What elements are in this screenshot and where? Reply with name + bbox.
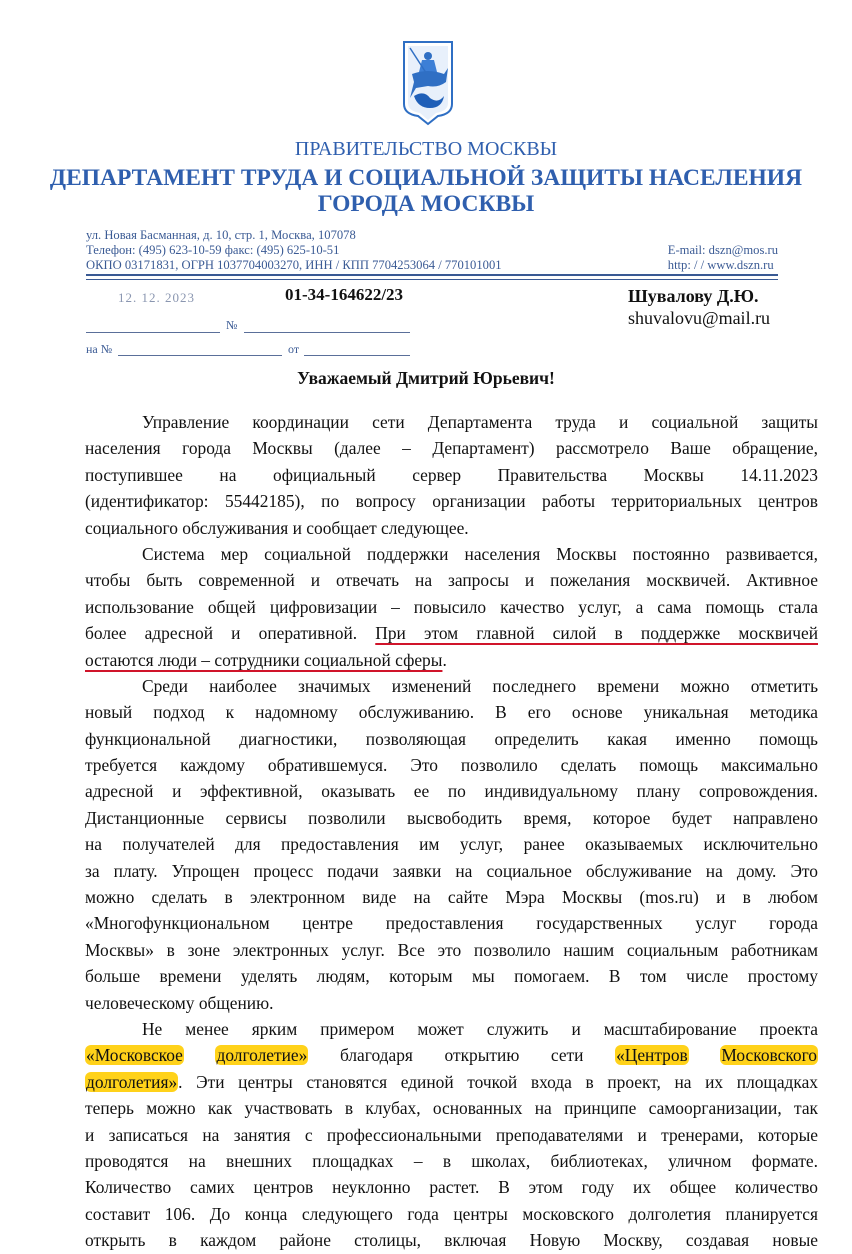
text-line bbox=[85, 963, 818, 989]
recipient-name: Шувалову Д.Ю. bbox=[628, 286, 759, 306]
recipient-email: shuvalovu@mail.ru bbox=[628, 308, 771, 328]
text-segment: на получателей для предоставления им услуг, ранее оказываемых исключительно bbox=[85, 834, 818, 855]
email: E-mail: dszn@mos.ru bbox=[667, 243, 778, 257]
text-line bbox=[85, 752, 818, 778]
text-segment: Москвы» в зоне электронных услуг. Все это позволило нашим социальным работникам bbox=[85, 939, 818, 960]
text-segment: человеческому общению. bbox=[85, 992, 274, 1013]
text-segment: функциональной диагностики, позволяющая определить какая именно помощь bbox=[85, 728, 818, 749]
on-number-underline bbox=[118, 355, 282, 356]
text-line bbox=[85, 1148, 818, 1174]
department-name-line: ДЕПАРТАМЕНТ ТРУДА И СОЦИАЛЬНОЙ ЗАЩИТЫ НАСЕЛЕНИЯ bbox=[49, 165, 803, 191]
text-segment: новый подход к надомному обслуживанию. В его основе уникальная методика bbox=[85, 702, 818, 723]
text-segment: использование общей цифровизации – повысило качество услуг, а сама помощь стала bbox=[85, 596, 818, 617]
text-line bbox=[85, 1042, 818, 1068]
text-line bbox=[85, 1095, 818, 1121]
text-line bbox=[85, 409, 818, 435]
reference-line bbox=[86, 342, 416, 358]
registration-number: 01-34-164622/23 bbox=[285, 285, 404, 304]
underlined-text: остаются люди – сотрудники социальной сферы bbox=[85, 649, 443, 670]
text-line bbox=[85, 488, 818, 514]
letterhead-divider bbox=[86, 274, 778, 276]
text-segment: адресной и эффективной, оказывать ее по индивидуальному плану сопровождения. bbox=[85, 781, 818, 802]
text-segment: (идентификатор: 55442185), по вопросу организации работы территориальных центров bbox=[85, 491, 818, 512]
text-line bbox=[85, 858, 818, 884]
number-line bbox=[86, 320, 416, 334]
text-segment: Управление координации сети Департамента труда и социальной защиты bbox=[142, 412, 818, 432]
text-line bbox=[85, 990, 818, 1016]
address: ул. Новая Басманная, д. 10, стр. 1, Москва, 107078 bbox=[86, 228, 356, 242]
from-underline bbox=[304, 355, 410, 356]
registration-codes: ОКПО 03171831, ОГРН 1037704003270, ИНН / КПП 7704253064 / 770101001 bbox=[86, 258, 502, 272]
text-line bbox=[85, 726, 818, 752]
text-segment: и записаться на занятия с профессиональными преподавателями и тренерами, которые bbox=[85, 1124, 818, 1145]
number-underline bbox=[244, 332, 410, 333]
text-line bbox=[85, 1016, 818, 1042]
letter-date-stamp: 12. 12. 2023 bbox=[118, 290, 195, 305]
highlighted-text: Московского bbox=[721, 1045, 817, 1066]
text-segment: открыть в каждом районе столицы, включая Новую Москву, создавая новые bbox=[85, 1230, 818, 1251]
text-line bbox=[85, 884, 818, 910]
text-segment: социального обслуживания и сообщает следующее. bbox=[85, 517, 469, 538]
paragraph bbox=[85, 673, 818, 1016]
text-segment: населения города Москвы (далее – Департамент) рассмотрело Ваше обращение, bbox=[85, 438, 818, 459]
department-name-line: ГОРОДА МОСКВЫ bbox=[317, 191, 535, 217]
text-line bbox=[85, 937, 818, 963]
text-segment bbox=[689, 1045, 721, 1065]
text-line bbox=[85, 620, 818, 646]
text-segment: более адресной и оперативной. bbox=[85, 623, 376, 644]
on-number-label: на № bbox=[86, 342, 113, 356]
government-name: ПРАВИТЕЛЬСТВО МОСКВЫ bbox=[294, 138, 558, 160]
text-segment: можно сделать в электронном виде на сайте Мэра Москвы (mos.ru) и в любом bbox=[85, 887, 818, 908]
highlighted-text: «Московское bbox=[86, 1045, 183, 1066]
text-segment: Среди наиболее значимых изменений последнего времени можно отметить bbox=[142, 675, 818, 696]
text-segment: Дистанционные сервисы позволили высвободить время, которое будет направлено bbox=[85, 807, 818, 828]
date-underline bbox=[86, 332, 220, 333]
text-segment: за плату. Упрощен процесс подачи заявки на социальное обслуживание на дому. Это bbox=[85, 860, 818, 881]
text-segment: «Многофункциональном центре предоставления государственных услуг города bbox=[85, 913, 818, 934]
text-segment: составит 106. До конца следующего года центры московского долголетия планируется bbox=[85, 1203, 818, 1224]
underlined-text: При этом главной силой в поддержке москвичей bbox=[375, 623, 818, 644]
text-line bbox=[85, 567, 818, 593]
text-line bbox=[85, 462, 818, 488]
department-name bbox=[0, 165, 852, 217]
text-line bbox=[85, 831, 818, 857]
text-line bbox=[85, 1122, 818, 1148]
text-line bbox=[85, 647, 818, 673]
text-segment: требуется каждому обратившемуся. Это позволило сделать помощь максимально bbox=[85, 755, 818, 776]
text-line bbox=[85, 1174, 818, 1200]
text-line bbox=[85, 1069, 818, 1095]
text-line bbox=[85, 778, 818, 804]
text-line bbox=[85, 673, 818, 699]
text-segment: чтобы быть современной и отвечать на запросы и пожелания москвичей. Активное bbox=[85, 570, 818, 591]
moscow-coat-of-arms-icon bbox=[398, 38, 458, 128]
text-segment: проводятся на внешних площадках – в школах, библиотеках, уличном формате. bbox=[85, 1150, 818, 1171]
text-segment: . Эти центры становятся единой точкой входа в проект, на их площадках bbox=[178, 1071, 818, 1092]
text-line bbox=[85, 435, 818, 461]
highlighted-text: «Центров bbox=[616, 1045, 688, 1066]
recipient-block bbox=[628, 285, 770, 329]
text-line bbox=[85, 1201, 818, 1227]
salutation: Уважаемый Дмитрий Юрьевич! bbox=[297, 368, 555, 388]
from-label: от bbox=[288, 342, 300, 356]
paragraph bbox=[85, 1016, 818, 1254]
letterhead-contacts bbox=[668, 243, 778, 273]
text-line bbox=[85, 594, 818, 620]
letterhead-address bbox=[86, 228, 502, 273]
letterhead-divider bbox=[86, 279, 778, 280]
text-line bbox=[85, 805, 818, 831]
text-segment: Количество самих центров неуклонно растет. В этом году их общее количество bbox=[85, 1177, 818, 1198]
text-segment: Система мер социальной поддержки населения Москвы постоянно развивается, bbox=[142, 543, 818, 564]
website: http: / / www.dszn.ru bbox=[667, 258, 774, 272]
number-label: № bbox=[226, 318, 238, 332]
text-segment bbox=[184, 1045, 216, 1065]
phone-fax: Телефон: (495) 623-10-59 факс: (495) 625-10-51 bbox=[86, 243, 340, 257]
text-line bbox=[85, 515, 818, 541]
text-segment: Не менее ярким примером может служить и масштабирование проекта bbox=[142, 1018, 818, 1039]
text-segment: поступившее на официальный сервер Правительства Москвы 14.11.2023 bbox=[85, 464, 818, 485]
highlighted-text: долголетия» bbox=[86, 1071, 178, 1092]
text-line bbox=[85, 910, 818, 936]
text-line bbox=[85, 541, 818, 567]
letter-body bbox=[85, 409, 818, 1254]
paragraph bbox=[85, 541, 818, 673]
text-segment: благодаря открытию сети bbox=[308, 1045, 616, 1066]
highlighted-text: долголетие» bbox=[216, 1045, 308, 1066]
paragraph bbox=[85, 409, 818, 541]
text-segment: теперь можно как участвовать в клубах, основанных на принципе самоорганизации, так bbox=[85, 1098, 818, 1119]
text-segment: . bbox=[442, 649, 447, 670]
text-line bbox=[85, 699, 818, 725]
text-segment: больше времени уделять людям, которым мы помогаем. В том числе простому bbox=[85, 966, 818, 987]
text-line bbox=[85, 1227, 818, 1253]
